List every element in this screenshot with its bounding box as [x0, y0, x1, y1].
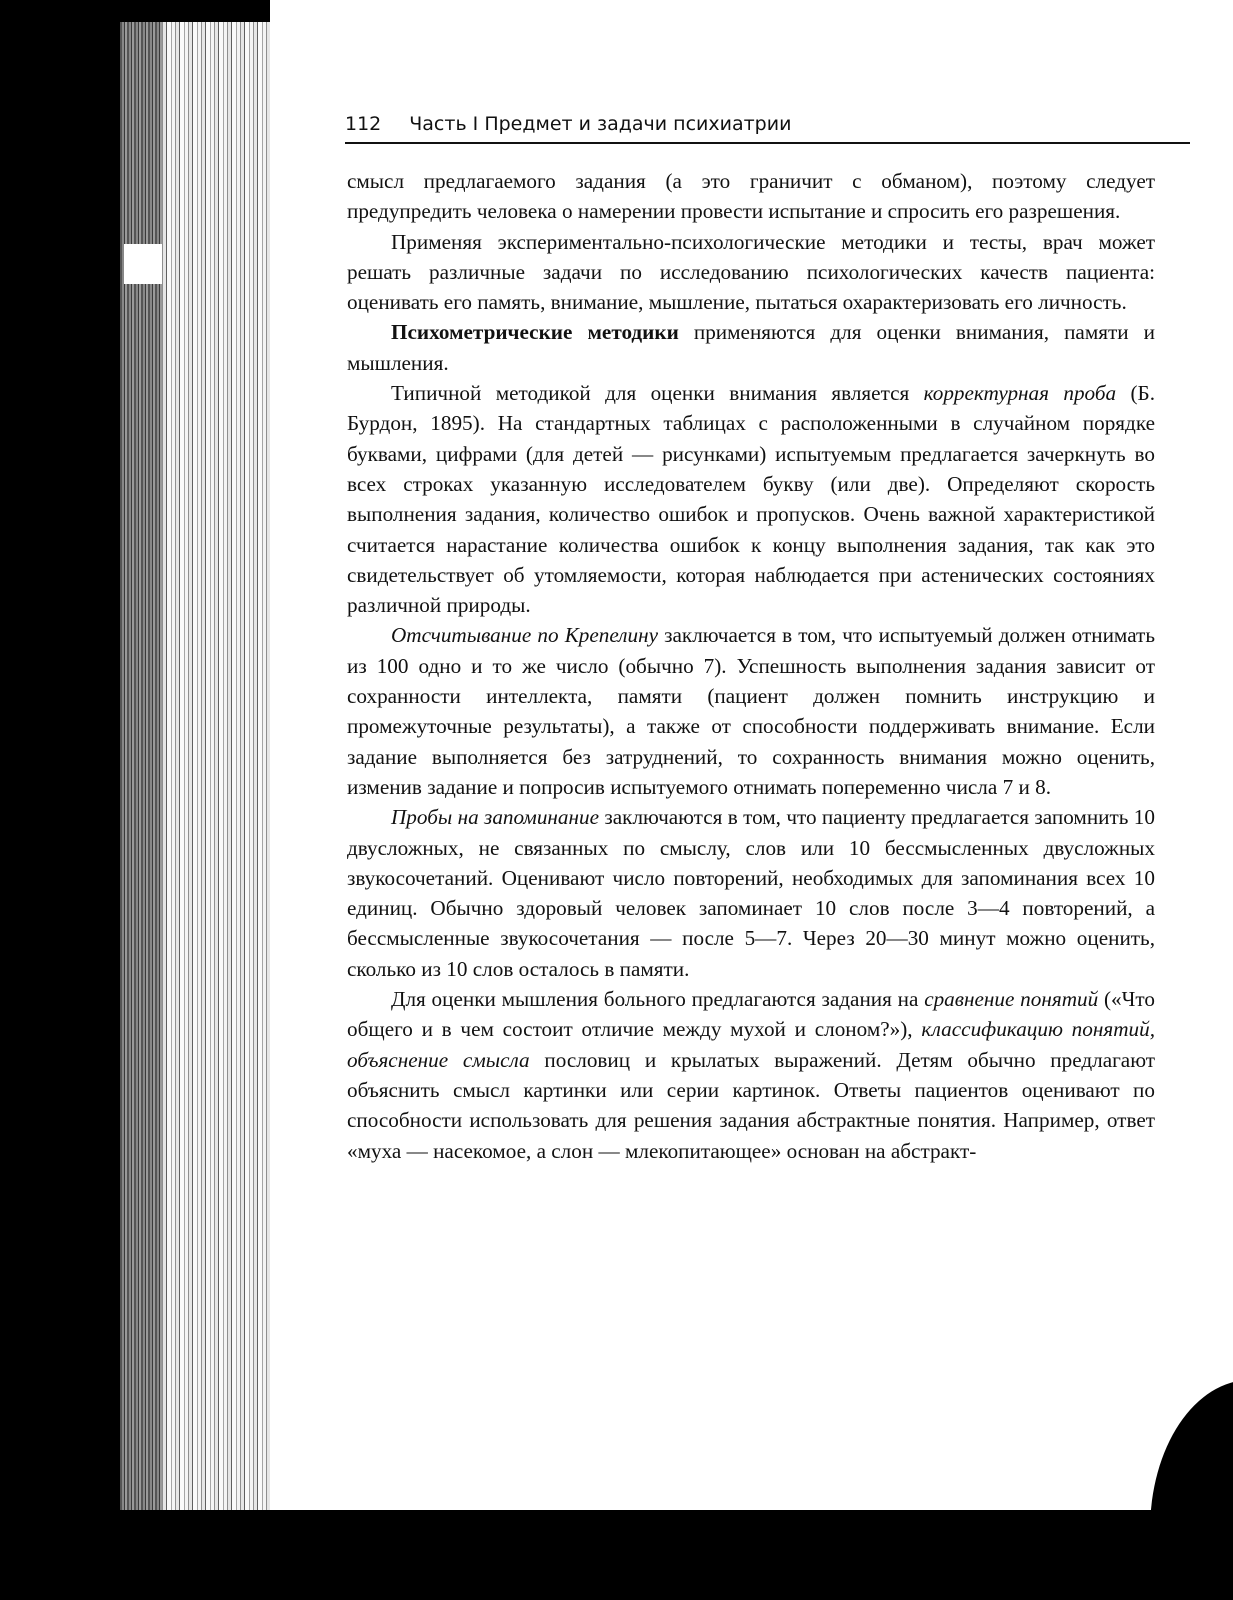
- body-text: [347, 166, 1155, 1166]
- text-run: смысл предлагаемого задания (а это граничит с обманом), поэтому следует предупредить человека о намерении провести испытание и спросить его разрешения.: [347, 169, 1155, 224]
- paragraph: [347, 984, 1155, 1166]
- page-edge-highlight: [124, 244, 162, 284]
- running-head-title: Часть I Предмет и задачи психиатрии: [409, 113, 792, 135]
- text-run: Для оценки мышления больного предлагаются задания на: [391, 987, 925, 1012]
- italic-term: сравнение понятий: [924, 987, 1099, 1012]
- italic-term: корректурная проба: [923, 381, 1117, 406]
- scanner-background: [0, 1510, 1233, 1600]
- text-run: пословиц и крылатых выражений. Детям обычно предлагают объяснить смысл картинки или серии картинок. Ответы пациентов оценивают по способности использовать для решения задания абстрактные понятия. Например, ответ «муха — насекомое, а слон — млекопитающее» основан на абстракт-: [347, 1047, 1156, 1163]
- paragraph: [347, 317, 1155, 378]
- paragraph: [347, 227, 1155, 318]
- text-run: Применяя экспериментально-психологические методики и тесты, врач может решать различные задачи по исследованию психологических качеств пациента: оценивать его память, внимание, мышление, пытаться охарактеризовать его личность.: [347, 229, 1155, 315]
- paragraph: [347, 166, 1155, 227]
- bold-term: Психометрические методики: [391, 320, 679, 345]
- text-run: заключается в том, что испытуемый должен отнимать из 100 одно и то же число (обычно 7). Успешность выполнения задания зависит от сохранности интеллекта, памяти (пациент должен помнить инструкцию и промежуточные результаты), а также от способности поддерживать внимание. Если задание выполняется без затруднений, то сохранность внимания можно оценить, изменив задание и попросив испытуемого отнимать попеременно числа 7 и 8.: [347, 623, 1155, 799]
- paragraph: [347, 620, 1155, 802]
- paragraph: [347, 802, 1155, 984]
- paragraph: [347, 378, 1155, 620]
- italic-term: Пробы на запоминание: [391, 805, 600, 830]
- text-run: применяются для оценки внимания, памяти и мышления.: [347, 320, 1155, 375]
- page-number: 112: [345, 113, 382, 135]
- text-run: (Б. Бурдон, 1895). На стандартных таблицах с расположенными в случайном порядке буквами, цифрами (для детей — рисунками) испытуемым предлагается зачеркнуть во всех строках указанную исследователем букву (или две). Определяют скорость выполнения задания, количество ошибок и пропусков. Очень важной характеристикой считается нарастание количества ошибок к концу выполнения задания, так как это свидетельствует об утомляемости, которая наблюдается при астенических состояниях различной природы.: [347, 381, 1155, 618]
- running-head: [345, 112, 1190, 144]
- text-run: («Что общего и в чем состоит отличие между мухой и слоном?»),: [347, 987, 1155, 1042]
- italic-term: Отсчитывание по Крепелину: [391, 623, 658, 648]
- text-run: заключаются в том, что пациенту предлагается запомнить 10 двусложных, не связанных по смыслу, слов или 10 бессмысленных двусложных звукосочетаний. Оценивают число повторений, необходимых для запоминания всех 10 единиц. Обычно здоровый человек запоминает 10 слов после 3—4 повторений, а бессмысленные звукосочетания — после 5—7. Через 20—30 минут можно оценить, сколько из 10 слов осталось в памяти.: [347, 805, 1155, 981]
- text-run: Типичной методикой для оценки внимания является: [391, 381, 924, 406]
- italic-term: классификацию понятий, объяснение смысла: [347, 1017, 1155, 1072]
